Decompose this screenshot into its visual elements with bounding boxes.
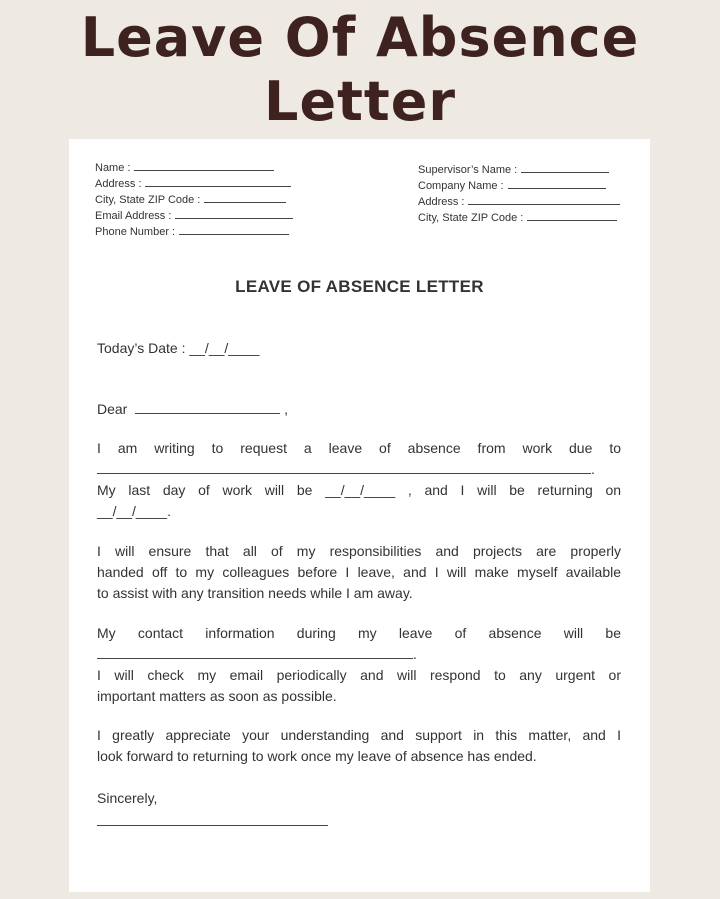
field-name-line[interactable] <box>134 161 274 171</box>
field-supervisor-name-label: Supervisor’s Name : <box>418 164 518 176</box>
field-company-name-line[interactable] <box>508 179 606 189</box>
reason-period: . <box>591 461 595 477</box>
paragraph-reason-line-2 <box>97 459 621 480</box>
field-city-state-zip <box>95 193 286 206</box>
salutation <box>97 399 621 420</box>
salutation-dear: Dear <box>97 401 128 417</box>
field-company-address <box>418 195 620 208</box>
contact-info-period: . <box>413 646 417 662</box>
field-company-city-state-zip-line[interactable] <box>527 211 617 221</box>
field-address-label: Address : <box>95 178 142 190</box>
paragraph-responsibilities-line-3: to assist with any transition needs while I am away. <box>97 585 413 601</box>
salutation-comma: , <box>284 401 289 417</box>
paragraph-reason <box>97 438 621 480</box>
todays-date-label: Today’s Date : <box>97 340 186 356</box>
paragraph-reason-line-1: I am writing to request a leave of absence from work due to <box>97 440 621 456</box>
last-day-label: My last day of work will be <box>97 482 313 498</box>
return-date-blank[interactable]: __/__/____ <box>97 503 168 519</box>
todays-date-blank[interactable]: __/__/____ <box>189 340 260 356</box>
paragraph-dates <box>97 480 621 522</box>
field-company-address-label: Address : <box>418 196 465 208</box>
letter-sheet <box>69 139 650 892</box>
paragraph-contact-line-1: My contact information during my leave of absence will be <box>97 625 621 641</box>
field-address-line[interactable] <box>145 177 291 187</box>
field-email-label: Email Address : <box>95 210 172 222</box>
field-company-city-state-zip <box>418 211 617 224</box>
paragraph-dates-line-2 <box>97 501 621 522</box>
paragraph-contact-line-2 <box>97 644 621 665</box>
field-email <box>95 209 293 222</box>
field-address <box>95 177 291 190</box>
field-company-name <box>418 179 606 192</box>
field-city-state-zip-label: City, State ZIP Code : <box>95 194 201 206</box>
paragraph-responsibilities-line-1: I will ensure that all of my responsibilities and projects are properly <box>97 543 621 559</box>
field-phone <box>95 225 289 238</box>
paragraph-contact <box>97 623 621 707</box>
field-name <box>95 161 274 174</box>
field-name-label: Name : <box>95 162 131 174</box>
poster-title-line-1: Leave Of Absence <box>80 6 640 69</box>
paragraph-contact-line-4: important matters as soon as possible. <box>97 688 337 704</box>
todays-date <box>97 338 621 359</box>
field-company-address-line[interactable] <box>468 195 620 205</box>
signature-line[interactable] <box>97 825 328 826</box>
field-company-name-label: Company Name : <box>418 180 504 192</box>
returning-label: , and I will be returning on <box>407 482 622 498</box>
reason-blank[interactable] <box>97 461 591 474</box>
closing: Sincerely, <box>97 790 158 806</box>
paragraph-appreciation-line-1: I greatly appreciate your understanding and support in this matter, and I <box>97 727 621 743</box>
paragraph-responsibilities-line-2: handed off to my colleagues before I leave, and I will make myself available <box>97 564 621 580</box>
salutation-name-blank[interactable] <box>135 401 280 414</box>
paragraph-contact-line-3: I will check my email periodically and will respond to any urgent or <box>97 667 621 683</box>
field-supervisor-name-line[interactable] <box>521 163 609 173</box>
field-supervisor-name <box>418 163 609 176</box>
letter-heading: LEAVE OF ABSENCE LETTER <box>235 277 484 296</box>
contact-info-blank[interactable] <box>97 646 413 659</box>
last-day-blank[interactable]: __/__/____ <box>325 482 396 498</box>
field-phone-line[interactable] <box>179 225 289 235</box>
paragraph-responsibilities <box>97 541 621 604</box>
paragraph-appreciation <box>97 725 621 767</box>
paragraph-dates-line-1 <box>97 480 621 501</box>
poster-title-line-2: Letter <box>264 70 456 133</box>
field-city-state-zip-line[interactable] <box>204 193 286 203</box>
field-phone-label: Phone Number : <box>95 226 176 238</box>
return-date-period: . <box>167 503 171 519</box>
paragraph-appreciation-line-2: look forward to returning to work once my leave of absence has ended. <box>97 748 537 764</box>
poster-title <box>0 6 720 134</box>
field-email-line[interactable] <box>175 209 293 219</box>
field-company-city-state-zip-label: City, State ZIP Code : <box>418 212 524 224</box>
